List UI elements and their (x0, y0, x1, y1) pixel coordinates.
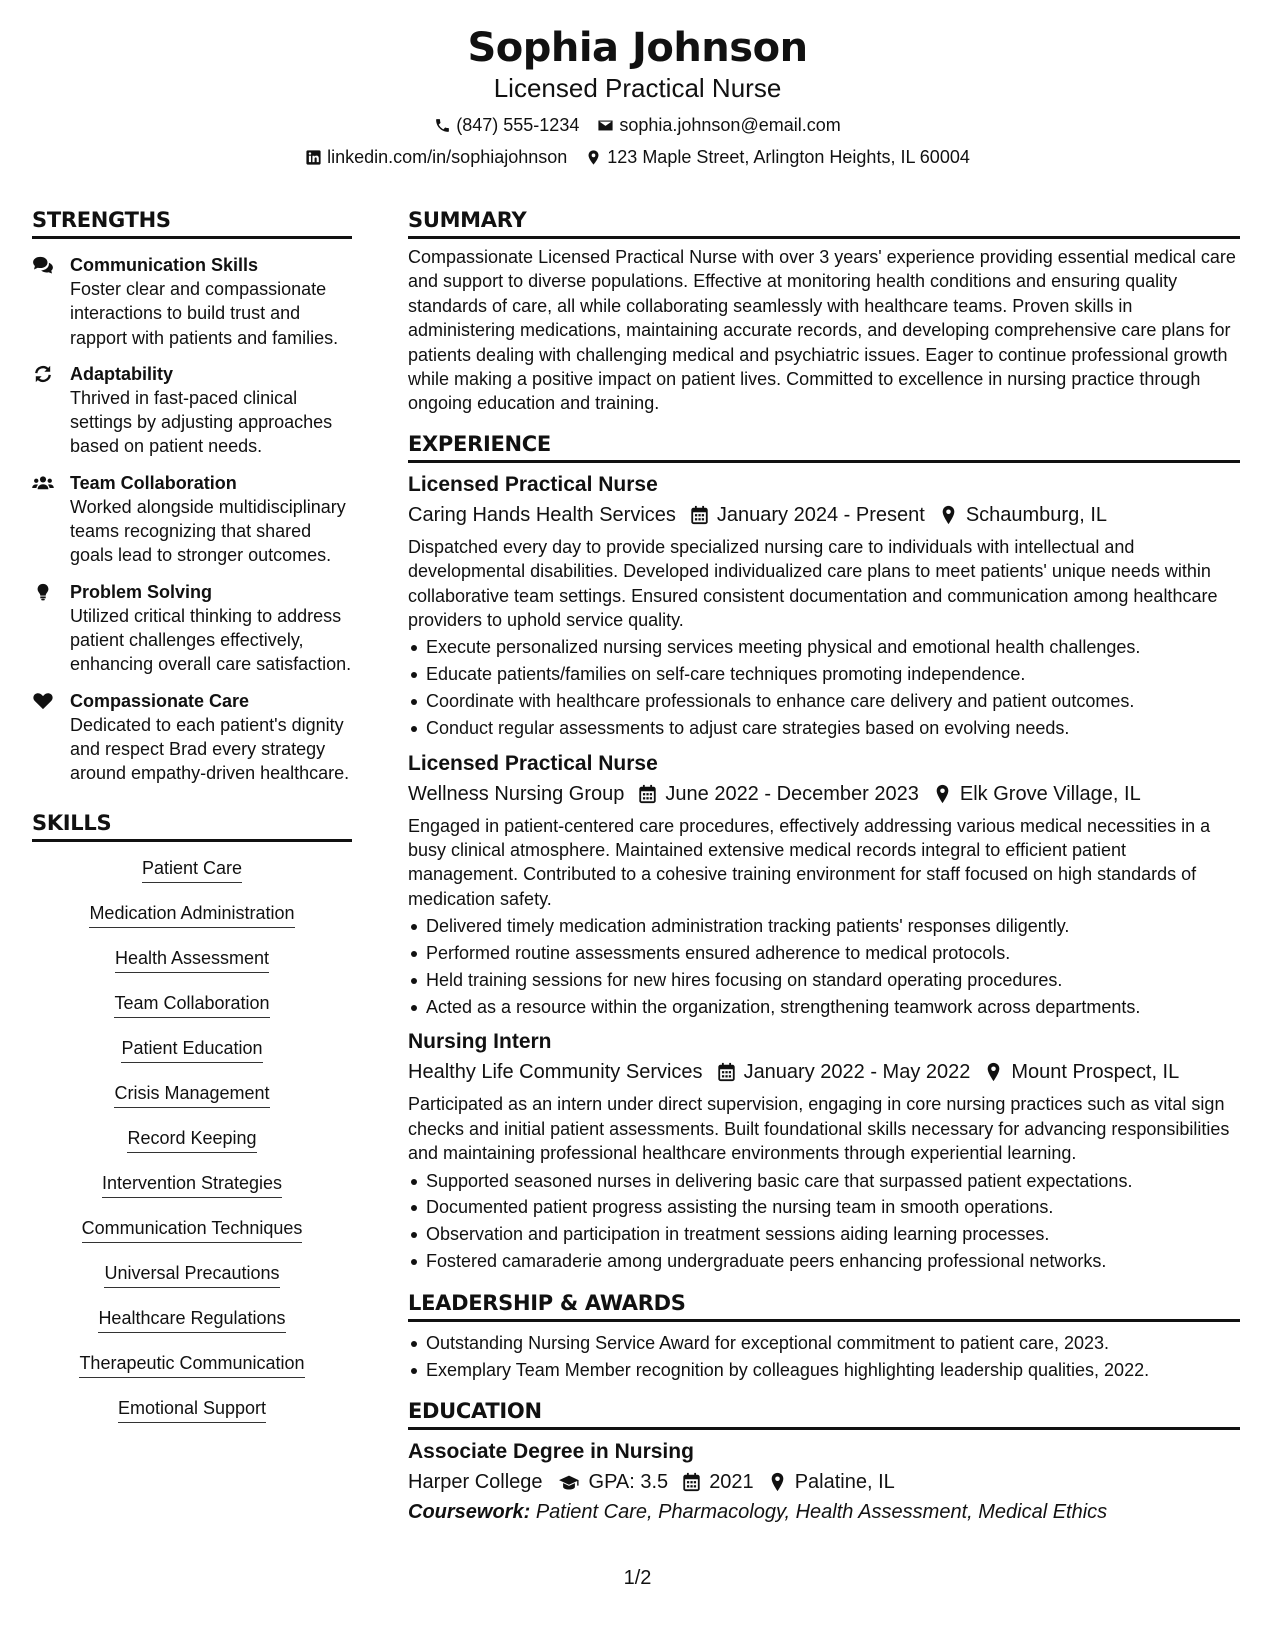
strength-desc: Foster clear and compassionate interactions to build trust and rapport with patients and families. (70, 279, 339, 348)
skill-item: Healthcare Regulations (98, 1306, 285, 1333)
map-marker-icon (585, 149, 602, 166)
comments-icon (32, 256, 54, 274)
skill-item: Therapeutic Communication (79, 1351, 304, 1378)
leadership-heading: LEADERSHIP & AWARDS (408, 1289, 1240, 1322)
job-bullets (408, 634, 1240, 741)
job-company: Healthy Life Community Services (408, 1061, 703, 1084)
strength-title: Compassionate Care (70, 690, 250, 711)
map-marker-icon (984, 1062, 1003, 1082)
strength-desc: Thrived in fast-paced clinical settings by adjusting approaches based on patient needs. (70, 387, 333, 457)
job-entry (408, 1028, 1240, 1274)
sync-icon (32, 365, 54, 383)
bullet-item: Educate patients/families on self-care techniques promoting independence. (426, 661, 1240, 688)
envelope-icon (597, 117, 614, 134)
left-column (32, 206, 352, 1441)
bullet-item: Performed routine assessments ensured adherence to medical protocols. (426, 940, 1240, 967)
map-marker-icon (939, 505, 958, 525)
address-contact (585, 146, 970, 168)
job-entry (408, 471, 1240, 742)
right-column (408, 206, 1240, 1526)
strength-title: Team Collaboration (70, 472, 237, 493)
degree-title: Associate Degree in Nursing (408, 1440, 694, 1464)
strength-item (32, 580, 352, 677)
job-company: Caring Hands Health Services (408, 503, 676, 526)
strength-desc: Dedicated to each patient's dignity and respect Brad every strategy around empathy-driven healthcare. (70, 714, 350, 784)
phone-text: (847) 555-1234 (456, 115, 580, 135)
strength-title: Communication Skills (70, 255, 259, 275)
map-marker-icon (933, 784, 952, 804)
job-location: Elk Grove Village, IL (959, 782, 1141, 805)
email-contact[interactable] (597, 114, 840, 136)
graduation-year: 2021 (709, 1471, 754, 1494)
strength-item (32, 471, 352, 568)
skill-item: Universal Precautions (104, 1261, 279, 1288)
skill-item: Record Keeping (127, 1126, 256, 1153)
education-meta (408, 1468, 1240, 1496)
calendar-icon (682, 1472, 701, 1492)
strength-desc: Utilized critical thinking to address patient challenges effectively, enhancing overall care satisfaction. (70, 605, 352, 675)
job-description: Dispatched every day to provide specialized nursing care to individuals with intellectual and developmental disabilities. Developed individualized care plans to meet patients' unique needs within collaborative team settings. Ensured consistent documentation and communication among healthcare providers to uphold service quality. (408, 536, 1218, 631)
job-title: Licensed Practical Nurse (408, 751, 658, 775)
job-dates: January 2024 - Present (716, 503, 925, 526)
calendar-icon (717, 1062, 736, 1082)
address-text: 123 Maple Street, Arlington Heights, IL 60004 (607, 147, 970, 167)
job-title: Nursing Intern (408, 1030, 552, 1054)
phone-contact[interactable] (434, 114, 579, 136)
job-entry (408, 750, 1240, 1021)
lightbulb-icon (32, 583, 54, 601)
email-text: sophia.johnson@email.com (619, 115, 841, 135)
job-location: Mount Prospect, IL (1011, 1061, 1180, 1084)
bullet-item: Coordinate with healthcare professionals to enhance care delivery and patient outcomes. (426, 688, 1240, 715)
phone-icon (434, 117, 451, 134)
strength-title: Adaptability (70, 363, 174, 384)
linkedin-contact[interactable] (305, 146, 567, 168)
linkedin-text: linkedin.com/in/sophiajohnson (327, 147, 568, 167)
calendar-icon (638, 784, 657, 804)
strength-item (32, 689, 352, 786)
bullet-item: Documented patient progress assisting the nursing team in smooth operations. (426, 1194, 1240, 1221)
coursework-text: Patient Care, Pharmacology, Health Assessment, Medical Ethics (535, 1501, 1108, 1524)
summary-heading: SUMMARY (408, 206, 1240, 239)
users-icon (32, 474, 54, 492)
award-item: Exemplary Team Member recognition by colleagues highlighting leadership qualities, 2022. (426, 1357, 1240, 1384)
skill-item: Emotional Support (118, 1396, 266, 1423)
award-item: Outstanding Nursing Service Award for exceptional commitment to patient care, 2023. (426, 1330, 1240, 1357)
job-title: Licensed Practical Nurse (408, 472, 658, 496)
awards-list (408, 1330, 1240, 1384)
gpa-text: GPA: 3.5 (588, 1471, 669, 1494)
skill-item: Intervention Strategies (102, 1171, 282, 1198)
strengths-heading: STRENGTHS (32, 206, 352, 239)
summary-text: Compassionate Licensed Practical Nurse with over 3 years' experience providing essential medical care and support to diverse populations. Effective at monitoring health conditions and ensuring quality standards of care, all while collaborating seamlessly with healthcare teams. Proven skills in administering medications, maintaining accurate records, and developing comprehensive care plans for patients dealing with challenging medical and psychiatric issues. Eager to continue professional growth while making a positive impact on patient lives. Committed to excellence in nursing practice through ongoing education and training. (408, 247, 1236, 414)
calendar-icon (690, 505, 709, 525)
skill-item: Patient Education (121, 1036, 262, 1063)
skill-item: Team Collaboration (114, 991, 269, 1018)
strength-item (32, 362, 352, 459)
skill-item: Health Assessment (115, 946, 269, 973)
strengths-list (32, 239, 352, 785)
strength-title: Problem Solving (70, 581, 213, 602)
skills-list (32, 842, 352, 1441)
education-entry (408, 1438, 1240, 1526)
strength-item (32, 253, 352, 350)
job-location: Schaumburg, IL (965, 503, 1108, 526)
bullet-item: Delivered timely medication administration tracking patients' responses diligently. (426, 913, 1240, 940)
candidate-role: Licensed Practical Nurse (493, 73, 782, 103)
coursework-label: Coursework: (408, 1501, 531, 1524)
contact-row-1 (0, 114, 1275, 136)
job-description: Participated as an intern under direct supervision, engaging in core nursing practices such as vital sign checks and initial patient assessments. Built foundational skills necessary for advancing responsibilities and maintaining professional healthcare environments through experiential learning. (408, 1094, 1230, 1164)
contact-row-2 (0, 146, 1275, 168)
job-meta (408, 780, 1240, 808)
bullet-item: Conduct regular assessments to adjust care strategies based on evolving needs. (426, 715, 1240, 742)
bullet-item: Held training sessions for new hires focusing on standard operating procedures. (426, 967, 1240, 994)
page-number: 1/2 (623, 1567, 652, 1589)
bullet-item: Acted as a resource within the organization, strengthening teamwork across departments. (426, 994, 1240, 1021)
graduation-cap-icon (557, 1472, 581, 1492)
skill-item: Communication Techniques (82, 1216, 303, 1243)
bullet-item: Execute personalized nursing services meeting physical and emotional health challenges. (426, 634, 1240, 661)
skill-item: Medication Administration (89, 901, 294, 928)
coursework (408, 1498, 1240, 1526)
strength-desc: Worked alongside multidisciplinary teams recognizing that shared goals lead to stronger outcomes. (70, 496, 346, 566)
candidate-name: Sophia Johnson (467, 25, 808, 71)
skill-item: Patient Care (142, 856, 242, 883)
skill-item: Crisis Management (114, 1081, 269, 1108)
job-dates: June 2022 - December 2023 (665, 782, 919, 805)
job-meta (408, 1058, 1240, 1086)
job-bullets (408, 913, 1240, 1020)
linkedin-icon (305, 149, 322, 166)
job-dates: January 2022 - May 2022 (743, 1061, 971, 1084)
bullet-item: Fostered camaraderie among undergraduate peers enhancing professional networks. (426, 1248, 1240, 1275)
map-marker-icon (768, 1472, 787, 1492)
job-company: Wellness Nursing Group (408, 782, 625, 805)
skills-heading: SKILLS (32, 809, 352, 842)
education-heading: EDUCATION (408, 1397, 1240, 1430)
heart-icon (32, 692, 54, 710)
experience-heading: EXPERIENCE (408, 430, 1240, 463)
school-location: Palatine, IL (794, 1471, 895, 1494)
job-description: Engaged in patient-centered care procedures, effectively addressing various medical necessities in a busy clinical atmosphere. Maintained extensive medical records integral to efficient patient management. Contributed to a cohesive training environment for staff focused on high standards of medication safety. (408, 815, 1211, 909)
school-name: Harper College (408, 1471, 543, 1494)
resume-header (0, 22, 1275, 168)
job-bullets (408, 1168, 1240, 1275)
bullet-item: Observation and participation in treatment sessions aiding learning processes. (426, 1221, 1240, 1248)
bullet-item: Supported seasoned nurses in delivering basic care that surpassed patient expectations. (426, 1168, 1240, 1195)
job-meta (408, 501, 1240, 529)
